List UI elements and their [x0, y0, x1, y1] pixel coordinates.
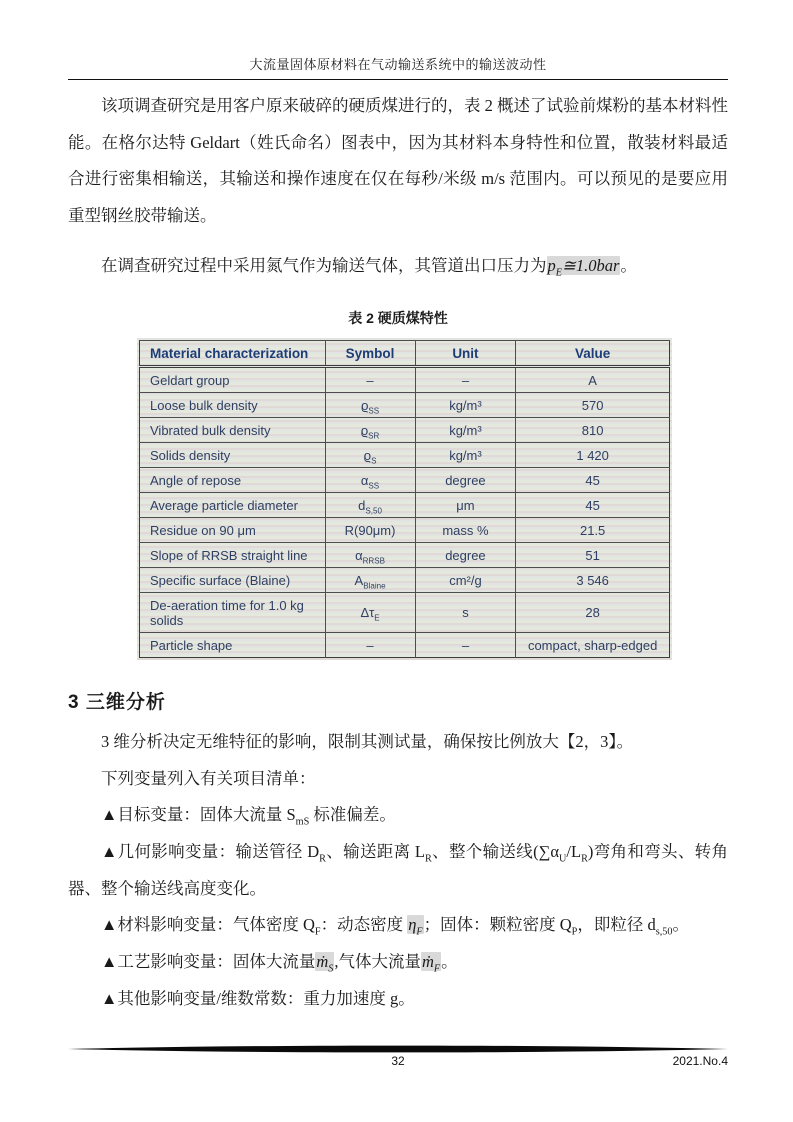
table-row	[140, 468, 670, 493]
table-cell: Vibrated bulk density	[140, 418, 326, 443]
intro-paragraph-1: 该项调查研究是用客户原来破碎的硬质煤进行的，表 2 概述了试验前煤粉的基本材料性能。在格尔达特 Geldart（姓氏命名）图表中，因为其材料本身特性和位置，散装材料最适合进行密集相输送，其输送和操作速度在仅在每秒/米级 m/s 范围内。可以预见的是要应用重型钢丝胶带输送。	[68, 96, 728, 225]
table-cell: Residue on 90 μm	[140, 518, 326, 543]
material-table-body	[140, 367, 670, 658]
table-row	[140, 593, 670, 633]
table-cell: Geldart group	[140, 367, 326, 393]
issue-number: 2021.No.4	[672, 1054, 728, 1068]
table-cell: $\Delta\tau_E$	[325, 593, 415, 633]
bullet-item: ▲材料影响变量：气体密度 $Q_F$：动态密度 $\eta_F$；固体：颗粒密度 $Q_P$，即粒径 $d_{s,50}$。	[101, 915, 689, 938]
analysis-paragraph-1: 3 维分析决定无维特征的影响，限制其测试量，确保按比例放大【2，3】。	[101, 732, 634, 752]
table-cell: –	[415, 633, 516, 658]
page-number: 32	[391, 1054, 405, 1068]
table-cell: kg/m³	[415, 418, 516, 443]
table-cell: 51	[516, 543, 670, 568]
table-cell: Average particle diameter	[140, 493, 326, 518]
material-table	[139, 340, 670, 658]
intro-paragraph-2: 在调查研究过程中采用氮气作为输送气体，其管道出口压力为$p_E≅1.0bar$。	[101, 255, 637, 278]
running-header: 大流量固体原材料在气动输送系统中的输送波动性	[249, 57, 547, 72]
table-cell: $\alpha_{SS}$	[325, 468, 415, 493]
table-cell: Slope of RRSB straight line	[140, 543, 326, 568]
table-cell: 28	[516, 593, 670, 633]
table-cell: 810	[516, 418, 670, 443]
table-cell: s	[415, 593, 516, 633]
table-cell: $ϱ_{SR}$	[325, 418, 415, 443]
column-header-unit: Unit	[415, 341, 516, 367]
table-header-row	[140, 341, 670, 367]
bullet-item: ▲其他影响变量/维数常数：重力加速度 g。	[101, 988, 415, 1008]
table-cell: Specific surface (Blaine)	[140, 568, 326, 593]
variable-list	[68, 797, 728, 1017]
table-row	[140, 367, 670, 393]
table-row	[140, 418, 670, 443]
analysis-paragraph-2: 下列变量列入有关项目清单：	[101, 768, 316, 788]
table-cell: 45	[516, 468, 670, 493]
table-cell: –	[415, 367, 516, 393]
table-cell: cm²/g	[415, 568, 516, 593]
table-cell: compact, sharp-edged	[516, 633, 670, 658]
column-header-material: Material characterization	[140, 341, 326, 367]
table-cell: mass %	[415, 518, 516, 543]
table-cell: $ϱ_S$	[325, 443, 415, 468]
table-cell: 45	[516, 493, 670, 518]
table-row	[140, 493, 670, 518]
table-cell: Angle of repose	[140, 468, 326, 493]
table-cell: degree	[415, 543, 516, 568]
bullet-item: ▲目标变量：固体大流量 $S_{mS}$ 标准偏差。	[101, 805, 396, 828]
table-row	[140, 393, 670, 418]
table-cell: 570	[516, 393, 670, 418]
table-cell: kg/m³	[415, 443, 516, 468]
table-cell: A	[516, 367, 670, 393]
table-cell: 3 546	[516, 568, 670, 593]
table-cell: degree	[415, 468, 516, 493]
section-heading: 3 三维分析	[68, 692, 166, 714]
table-row	[140, 543, 670, 568]
table-row	[140, 568, 670, 593]
table-cell: $d_{S,50}$	[325, 493, 415, 518]
bullet-item: ▲几何影响变量：输送管径 $D_R$、输送距离 $L_R$、整个输送线$(\sum\alpha_U/L_R)$弯角和弯头、转角器、整个输送线高度变化。	[68, 842, 729, 898]
table-cell: –	[325, 367, 415, 393]
table-cell: Loose bulk density	[140, 393, 326, 418]
table-cell: kg/m³	[415, 393, 516, 418]
table-row	[140, 443, 670, 468]
column-header-symbol: Symbol	[325, 341, 415, 367]
table-cell: –	[325, 633, 415, 658]
table-row	[140, 633, 670, 658]
table-caption: 表 2 硬质煤特性	[348, 310, 448, 327]
table-cell: μm	[415, 493, 516, 518]
column-header-value: Value	[516, 341, 670, 367]
table-cell: Particle shape	[140, 633, 326, 658]
bullet-item: ▲工艺影响变量：固体大流量ṁ$_S$,气体大流量ṁ$_F$。	[101, 951, 458, 975]
table-cell: 21.5	[516, 518, 670, 543]
table-cell: $ϱ_{SS}$	[325, 393, 415, 418]
content-column	[68, 0, 728, 1017]
table-cell: R(90μm)	[325, 518, 415, 543]
material-table-head	[140, 341, 670, 367]
table-scan-area	[137, 338, 672, 660]
table-cell: $A_{Blaine}$	[325, 568, 415, 593]
table-cell: Solids density	[140, 443, 326, 468]
table-cell: De-aeration time for 1.0 kg solids	[140, 593, 326, 633]
footer-rule	[68, 1045, 728, 1053]
header-rule	[68, 79, 728, 80]
table-cell: 1 420	[516, 443, 670, 468]
table-row	[140, 518, 670, 543]
table-cell: $\alpha_{RRSB}$	[325, 543, 415, 568]
